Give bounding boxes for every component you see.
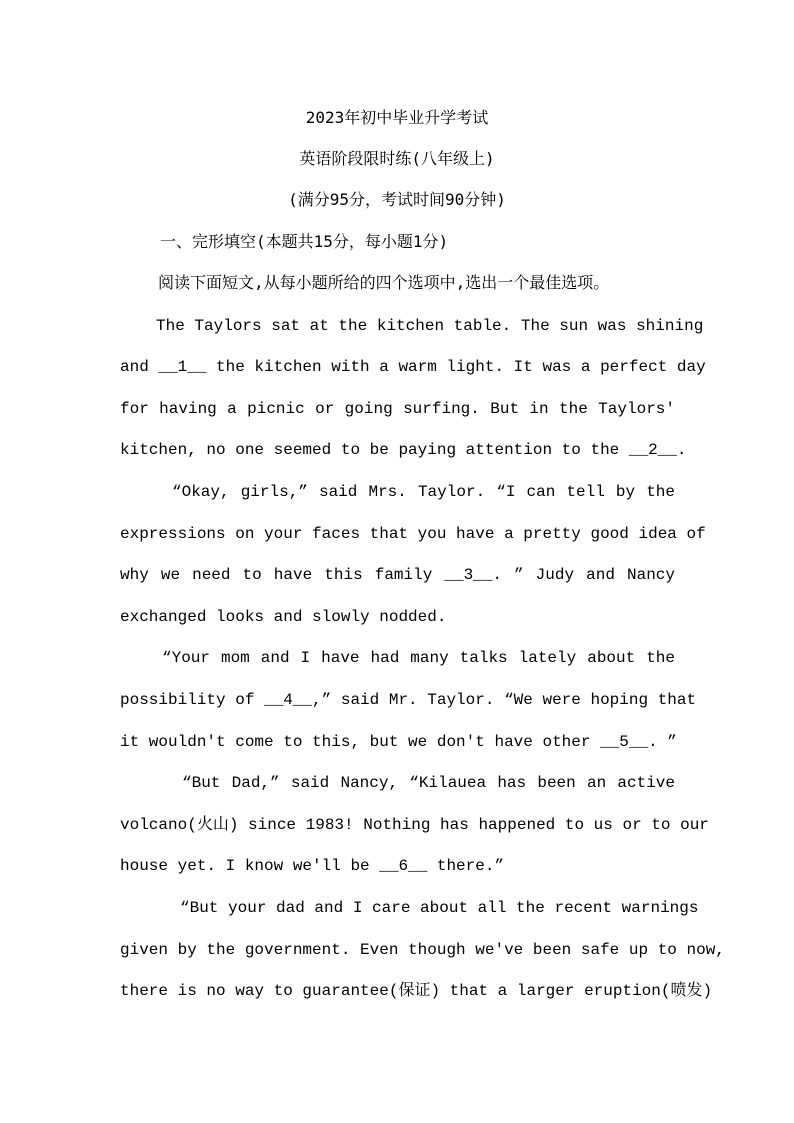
- passage-line: there is no way to guarantee(保证) that a larger eruption(喷发): [120, 982, 713, 1000]
- section-instructions: 阅读下面短文,从每小题所给的四个选项中,选出一个最佳选项。: [158, 273, 610, 292]
- passage-line: “Okay, girls,” said Mrs. Taylor. “I can tell by the: [172, 483, 675, 501]
- passage-line: expressions on your faces that you have a pretty good idea of: [120, 525, 706, 543]
- passage-line: “But your dad and I care about all the recent warnings: [180, 899, 699, 917]
- exam-title: 2023年初中毕业升学考试: [305, 108, 489, 127]
- passage-line: The Taylors sat at the kitchen table. The sun was shining: [156, 317, 704, 335]
- exam-info: (满分95分，考试时间90分钟): [288, 190, 506, 209]
- passage-line: house yet. I know we'll be __6__ there.”: [120, 857, 505, 875]
- passage-line: kitchen, no one seemed to be paying attention to the __2__.: [120, 441, 687, 459]
- passage-line: possibility of __4__,” said Mr. Taylor. “We were hoping that: [120, 691, 697, 709]
- passage-line: exchanged looks and slowly nodded.: [120, 608, 447, 626]
- section-heading: 一、完形填空(本题共15分，每小题1分): [160, 232, 449, 251]
- exam-subtitle: 英语阶段限时练(八年级上): [299, 149, 495, 168]
- passage-line: and __1__ the kitchen with a warm light. It was a perfect day: [120, 358, 706, 376]
- passage-line: “But Dad,” said Nancy, “Kilauea has been an active: [182, 774, 675, 792]
- passage-line: volcano(火山) since 1983! Nothing has happened to us or to our: [120, 816, 709, 834]
- passage-line: it wouldn't come to this, but we don't have other __5__. ”: [120, 733, 677, 751]
- passage-line: given by the government. Even though we've been safe up to now,: [120, 941, 725, 959]
- passage-line: for having a picnic or going surfing. But in the Taylors': [120, 400, 675, 418]
- passage-line: “Your mom and I have had many talks lately about the: [162, 649, 675, 667]
- passage-line: why we need to have this family __3__. ” Judy and Nancy: [120, 566, 675, 584]
